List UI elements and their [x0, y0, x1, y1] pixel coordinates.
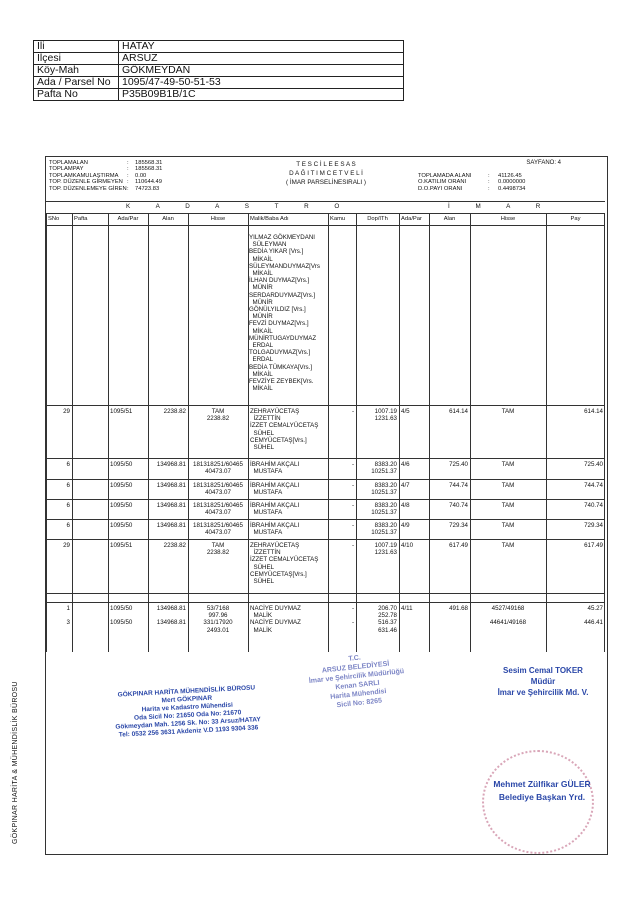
table-cell-adapar: 1095/50 1095/50 [110, 605, 133, 627]
il-value: HATAY [119, 41, 404, 53]
total-value: 185568.31 [135, 166, 163, 173]
total-label: TOPLAMKAMULAŞTIRMA [49, 172, 119, 179]
table-cell-sno: 29 [63, 542, 70, 549]
table-cell-dop: 8383.20 10251.37 [371, 461, 397, 476]
table-cell-iadapar: 4/6 [401, 461, 410, 468]
table-cell-malik: ZEHRAYÜCETAŞ İZZETTİN İZZET CEMALYÜCETAŞ SÜHEL CEMYÜCETAŞ[Vrs.] SÜHEL [250, 542, 319, 586]
table-cell-malik: ZEHRAYÜCETAŞ İZZETTİN İZZET CEMALYÜCETAŞ SÜHEL CEMYÜCETAŞ[Vrs.] SÜHEL [250, 408, 319, 452]
director-stamp [473, 665, 613, 698]
title-line-3: ( İMAR PARSELİNESIRALI ) [285, 179, 366, 186]
table-cell-ihisse: TAM [501, 482, 515, 489]
table-cell-iadapar: 4/9 [401, 522, 410, 529]
total-value: 74723.83 [135, 185, 160, 192]
table-cell-dop: 8383.20 10251.37 [371, 522, 397, 537]
row-divider [46, 405, 605, 406]
table-cell-adapar: 1095/50 [110, 482, 133, 489]
table-cell-alan: 134968.81 [156, 461, 186, 468]
column-divider [46, 213, 47, 652]
column-divider [399, 213, 400, 652]
koy-mah-value: GÖKMEYDAN [119, 65, 404, 77]
pafta-label: Pafta No [34, 89, 119, 101]
total-label: TOPLAMPAY [49, 166, 84, 173]
imar-heading: İ M A R [448, 203, 553, 210]
ilce-value: ARSUZ [119, 53, 404, 65]
ratio-label: D.O.PAYI ORANI [418, 185, 463, 192]
column-header: Dop/ITh [367, 216, 388, 222]
table-cell-hisse: 181318251/60465 40473.07 [193, 482, 243, 497]
table-cell-adapar: 1095/51 [110, 542, 133, 549]
total-label: TOPLAMALAN [49, 160, 88, 166]
total-value: 0.00 [135, 172, 147, 179]
table-cell-pay: 617.49 [584, 542, 603, 549]
table-cell-sno: 1 3 [66, 605, 70, 627]
table-cell-dop: 1007.19 1231.63 [374, 542, 397, 557]
sheet-title [206, 160, 446, 187]
table-cell-ialan: 744.74 [449, 482, 468, 489]
totals-right: TOPLAMADA ALANI : 41126.45 O.KATILIM ORANI : 0.0000000 D.O.PAYI ORANI : 0.4498734 [418, 173, 526, 192]
table-cell-dop: 1007.19 1231.63 [374, 408, 397, 423]
table-cell-pay: 725.40 [584, 461, 603, 468]
total-label: TOP. DÜZENLEMEYE GİREN [49, 185, 127, 192]
table-cell-pay: 740.74 [584, 502, 603, 509]
table-cell-kamu: - [351, 482, 354, 489]
pafta-value: P35B09B1B/1C [119, 89, 404, 101]
table-cell-hisse: 181318251/60465 40473.07 [193, 461, 243, 476]
koy-mah-label: Köy-Mah [34, 65, 119, 77]
ratio-value: 0.0000000 [498, 179, 526, 186]
ratio-value: 41126.45 [498, 173, 522, 179]
table-cell-sno: 6 [66, 482, 70, 489]
column-header: Malik/Baba Adı [250, 216, 289, 222]
table-cell-iadapar: 4/11 [401, 605, 413, 612]
table-cell-pay: 614.14 [584, 408, 603, 415]
table-cell-pay: 45.27 446.41 [584, 605, 603, 627]
row-divider [46, 213, 605, 214]
table-cell-ialan: 725.40 [449, 461, 468, 468]
table-cell-alan: 2238.82 [163, 408, 186, 415]
totals-left: TOPLAMALAN : 185568.31 TOPLAMPAY : 185568.31 TOPLAMKAMULAŞTIRMA : 0.00 TOP. DÜZENLE GİRMEYEN : 110644.49 TOP. DÜZENLEMEYE GİREN : 74723.83 [49, 160, 163, 192]
table-cell-pay: 729.34 [584, 522, 603, 529]
table-cell-ialan: 491.68 [449, 605, 468, 612]
stamp-center-text: T.C. ARSUZ BELEDİYESİ İmar ve Şehircilik Müdürlüğü Kenan SARLI Harita Mühendisi Sicil No: 8265 [308, 654, 405, 710]
table-cell-sno: 29 [63, 408, 70, 415]
table-cell-adapar: 1095/50 [110, 502, 133, 509]
column-divider [108, 213, 109, 652]
title-line-1: T E S C İ L E E S A S [296, 161, 356, 168]
title-line-2: D A Ğ I T I M C E T V E L İ [289, 170, 363, 177]
column-header: Alan [162, 216, 174, 222]
column-header: SNo [48, 216, 60, 222]
table-cell-alan: 2238.82 [163, 542, 186, 549]
table-cell-ialan: 729.34 [449, 522, 468, 529]
total-label: TOP. DÜZENLE GİRMEYEN [49, 179, 123, 186]
table-cell-malik: İBRAHİM AKÇALI MUSTAFA [250, 482, 300, 497]
table-cell-malik: NACİYE DUYMAZ MALİK NACİYE DUYMAZ MALİK [250, 605, 301, 634]
table-cell-sno: 6 [66, 461, 70, 468]
table-cell-malik: İBRAHİM AKÇALI MUSTAFA [250, 461, 300, 476]
total-value: 110644.49 [135, 179, 162, 186]
table-cell-kamu: - [351, 461, 354, 468]
column-header: Alan [443, 216, 456, 222]
side-vertical-text: GÖKPINAR HARİTA & MÜHENDİSLİK BÜROSU [12, 681, 19, 844]
table-cell-alan: 134968.81 134968.81 [156, 605, 186, 627]
stamp-bottom-text: Mehmet Zülfikar GÜLER Belediye Başkan Yrd. [493, 779, 591, 802]
table-cell-ihisse: 4527/49168 44641/49168 [489, 605, 527, 627]
distribution-table [46, 213, 605, 652]
row-divider [46, 593, 605, 594]
table-cell-dop: 8383.20 10251.37 [371, 502, 397, 517]
ilce-label: İlçesi [34, 53, 119, 65]
column-divider [604, 213, 605, 652]
column-divider [429, 213, 430, 652]
stamp-left-text: GÖKPINAR HARİTA MÜHENDİSLİK BÜROSU Mert GÖKPINAR Harita ve Kadastro Mühendisi Oda Sicil No: 21650 Oda No: 21670 Gökmeydan Mah. 1256 Sk. No: 33 Arsuz/HATAY Tel: 0532 256 3631 Akdeniz V.D 1193 9304 336 [115, 684, 261, 739]
table-cell-iadapar: 4/7 [401, 482, 410, 489]
table-cell-alan: 134968.81 [156, 502, 186, 509]
column-divider [248, 213, 249, 652]
table-cell-ialan: 740.74 [449, 502, 468, 509]
page-number: SAYFANO: 4 [526, 160, 561, 166]
ada-parsel-value: 1095/47-49-50-51-53 [119, 77, 404, 89]
table-cell-kamu: - [351, 542, 354, 549]
il-label: İli [34, 41, 119, 53]
column-header: Hisse [500, 216, 516, 222]
column-header: Ada/Par [401, 216, 422, 222]
column-divider [188, 213, 189, 652]
table-cell-ialan: 614.14 [449, 408, 468, 415]
column-divider [546, 213, 547, 652]
table-cell-kamu: - - [351, 605, 354, 627]
row-divider [46, 479, 605, 480]
column-divider [148, 213, 149, 652]
table-cell-ihisse: TAM [501, 408, 515, 415]
table-cell-malik: İBRAHİM AKÇALI MUSTAFA [250, 522, 300, 537]
ada-parsel-label: Ada / Parsel No [34, 77, 119, 89]
stamp-right-text: Sesim Cemal TOKER Müdür İmar ve Şehircilik Md. V. [497, 666, 589, 697]
table-cell-alan: 134968.81 [156, 522, 186, 529]
table-cell-ihisse: TAM [501, 461, 515, 468]
table-cell-sno: 6 [66, 522, 70, 529]
table-cell-adapar: 1095/50 [110, 461, 133, 468]
table-cell-iadapar: 4/10 [401, 542, 414, 549]
column-header: Kamu [330, 216, 346, 222]
row-divider [46, 602, 605, 603]
kadastro-heading: K A D A S T R O [126, 203, 352, 210]
owners-list: YILMAZ GÖKMEYDANI SÜLEYMAN BEDİA YIKAR [Vrs.] MİKAİL SÜLEYMANDUYMAZ[Vrs MİKAİL İLHAN DUYMAZ[Vrs.] MÜNİR SERDARDUYMAZ[Vrs.] MÜNİR GÖNÜLYILDIZ [Vrs.] MÜNİR FEVZİ DUYMAZ[Vrs.] MİKAİL MÜNİRTUGAYDUYMAZ ERDAL TOLGADUYMAZ[Vrs.] ERDAL BEDİA TÜMKAYA[Vrs.] MİKAİL FEVZİYE ZEYBEK[Vrs. MİKAİL [249, 234, 320, 393]
table-cell-ihisse: TAM [501, 522, 515, 529]
table-cell-hisse: 181318251/60465 40473.07 [193, 522, 243, 537]
table-cell-pay: 744.74 [584, 482, 603, 489]
table-cell-adapar: 1095/50 [110, 522, 133, 529]
table-cell-dop: 206.70 252.78 516.37 631.46 [378, 605, 397, 634]
table-cell-hisse: 181318251/60465 40473.07 [193, 502, 243, 517]
column-header: Pay [570, 216, 581, 222]
parcel-info-table [33, 40, 404, 101]
table-cell-kamu: - [351, 502, 354, 509]
ratio-label: TOPLAMADA ALANI [418, 173, 472, 179]
table-cell-hisse: 53/7168 997.96 331/17920 2493.01 [203, 605, 233, 634]
table-cell-ihisse: TAM [501, 502, 515, 509]
total-value: 185568.31 [135, 160, 163, 166]
column-header: Pafta [74, 216, 88, 222]
deputy-mayor-stamp [472, 778, 612, 804]
table-cell-hisse: TAM 2238.82 [206, 542, 230, 557]
table-cell-ihisse: TAM [501, 542, 515, 549]
ratio-value: 0.4498734 [498, 185, 526, 192]
table-cell-hisse: TAM 2238.82 [206, 408, 230, 423]
column-divider [72, 213, 73, 652]
table-cell-kamu: - [351, 408, 354, 415]
row-divider [46, 519, 605, 520]
column-header: Hisse [210, 216, 226, 222]
column-divider [470, 213, 471, 652]
column-divider [328, 213, 329, 652]
table-cell-kamu: - [351, 522, 354, 529]
table-cell-adapar: 1095/51 [110, 408, 133, 415]
engineering-office-stamp [99, 683, 276, 740]
column-divider [356, 213, 357, 652]
ratio-label: O.KATILIM ORANI [418, 179, 467, 186]
sheet-header [46, 157, 605, 202]
table-cell-malik: İBRAHİM AKÇALI MUSTAFA [250, 502, 300, 517]
row-divider [46, 499, 605, 500]
row-divider [46, 539, 605, 540]
table-cell-sno: 6 [66, 502, 70, 509]
column-header: Ada/Par [117, 216, 139, 222]
table-cell-iadapar: 4/5 [401, 408, 410, 415]
row-divider [46, 458, 605, 459]
table-cell-iadapar: 4/8 [401, 502, 410, 509]
row-divider [46, 225, 605, 226]
table-cell-dop: 8383.20 10251.37 [371, 482, 397, 497]
table-cell-alan: 134968.81 [156, 482, 186, 489]
table-cell-ialan: 617.49 [449, 542, 468, 549]
